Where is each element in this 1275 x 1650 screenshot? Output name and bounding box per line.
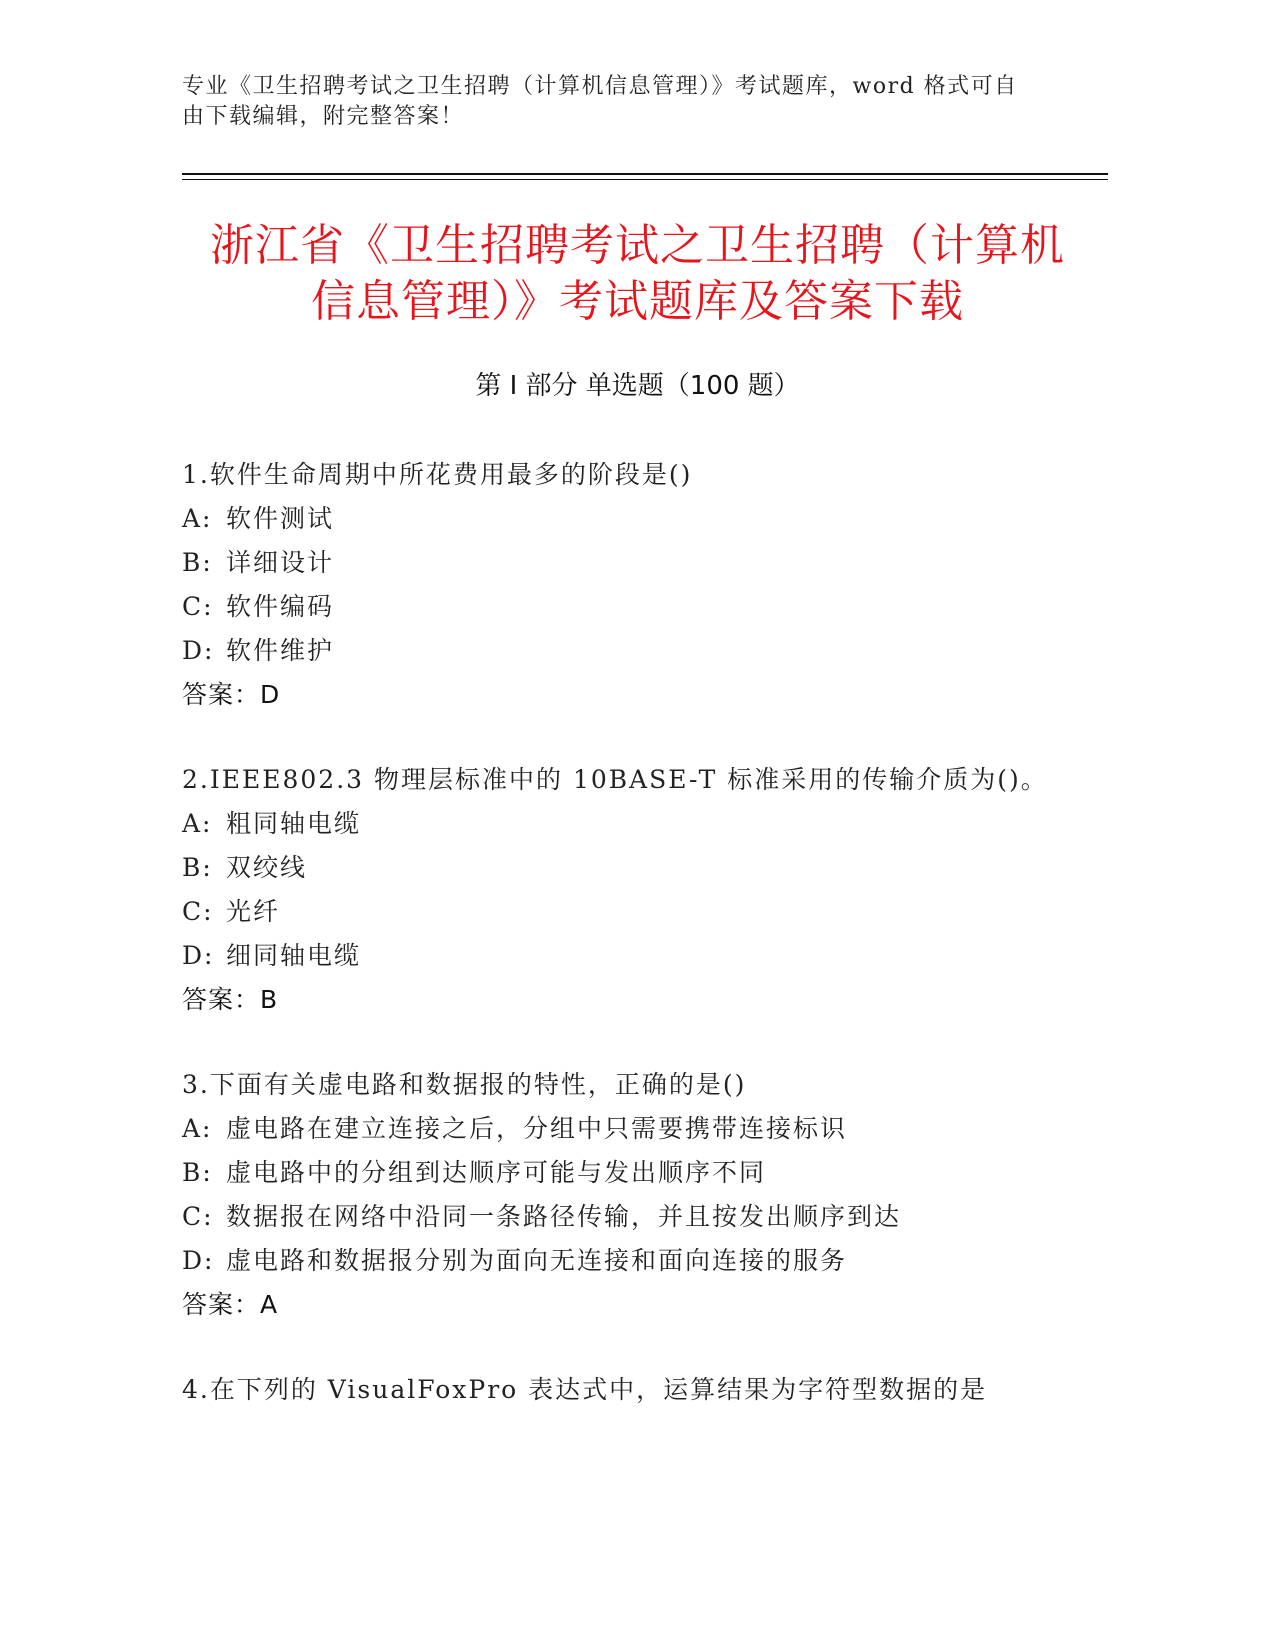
option-a: [182, 1107, 1122, 1151]
option-letter: C:: [182, 897, 214, 926]
option-text: 软件维护: [226, 636, 335, 665]
header-note: 专业《卫生招聘考试之卫生招聘（计算机信息管理）》考试题库，word 格式可自由下载编辑，附完整答案！: [182, 74, 1018, 129]
option-text: 软件编码: [226, 592, 335, 621]
option-letter: C:: [182, 1202, 214, 1231]
question-stem: 3.下面有关虚电路和数据报的特性，正确的是(): [182, 1070, 747, 1099]
option-a: [182, 802, 1122, 846]
answer: 答案：B: [182, 985, 279, 1014]
document-title-line-2: 信息管理）》考试题库及答案下载: [311, 276, 964, 327]
option-letter: D:: [182, 1246, 215, 1275]
option-c: [182, 1195, 1122, 1239]
option-text: 虚电路中的分组到达顺序可能与发出顺序不同: [226, 1158, 767, 1187]
option-text: 细同轴电缆: [226, 941, 362, 970]
option-letter: B:: [182, 548, 213, 577]
option-letter: A:: [182, 504, 213, 533]
option-text: 详细设计: [226, 548, 335, 577]
answer: 答案：A: [182, 1290, 279, 1319]
option-d: [182, 1239, 1122, 1283]
header-divider-thin: [182, 179, 1108, 180]
document-title: [150, 218, 1125, 330]
option-letter: C:: [182, 592, 214, 621]
option-b: [182, 541, 1122, 585]
header-divider-thick: [182, 173, 1108, 175]
option-a: [182, 497, 1122, 541]
option-text: 虚电路在建立连接之后，分组中只需要携带连接标识: [226, 1114, 848, 1143]
option-b: [182, 1151, 1122, 1195]
option-d: [182, 934, 1122, 978]
option-c: [182, 585, 1122, 629]
document-title-line-1: 浙江省《卫生招聘考试之卫生招聘（计算机: [210, 220, 1065, 271]
question-3: [182, 1063, 1122, 1327]
question-stem: 4.在下列的 VisualFoxPro 表达式中，运算结果为字符型数据的是: [182, 1375, 988, 1404]
option-text: 粗同轴电缆: [226, 809, 362, 838]
answer: 答案：D: [182, 680, 281, 709]
option-letter: B:: [182, 853, 213, 882]
option-text: 数据报在网络中沿同一条路径传输，并且按发出顺序到达: [226, 1202, 902, 1231]
option-d: [182, 629, 1122, 673]
option-letter: A:: [182, 809, 213, 838]
option-text: 软件测试: [226, 504, 335, 533]
question-stem: 1.软件生命周期中所花费用最多的阶段是(): [182, 460, 693, 489]
option-letter: B:: [182, 1158, 213, 1187]
option-c: [182, 890, 1122, 934]
question-stem: 2.IEEE802.3 物理层标准中的 10BASE-T 标准采用的传输介质为()。: [182, 765, 1048, 794]
question-1: [182, 453, 1122, 717]
option-letter: A:: [182, 1114, 213, 1143]
option-text: 光纤: [226, 897, 281, 926]
option-letter: D:: [182, 941, 215, 970]
option-text: 虚电路和数据报分别为面向无连接和面向连接的服务: [226, 1246, 848, 1275]
question-2: [182, 758, 1122, 1022]
section-heading: 第 I 部分 单选题（100 题）: [475, 371, 800, 401]
option-text: 双绞线: [226, 853, 308, 882]
question-4: [182, 1368, 1122, 1412]
option-b: [182, 846, 1122, 890]
option-letter: D:: [182, 636, 215, 665]
